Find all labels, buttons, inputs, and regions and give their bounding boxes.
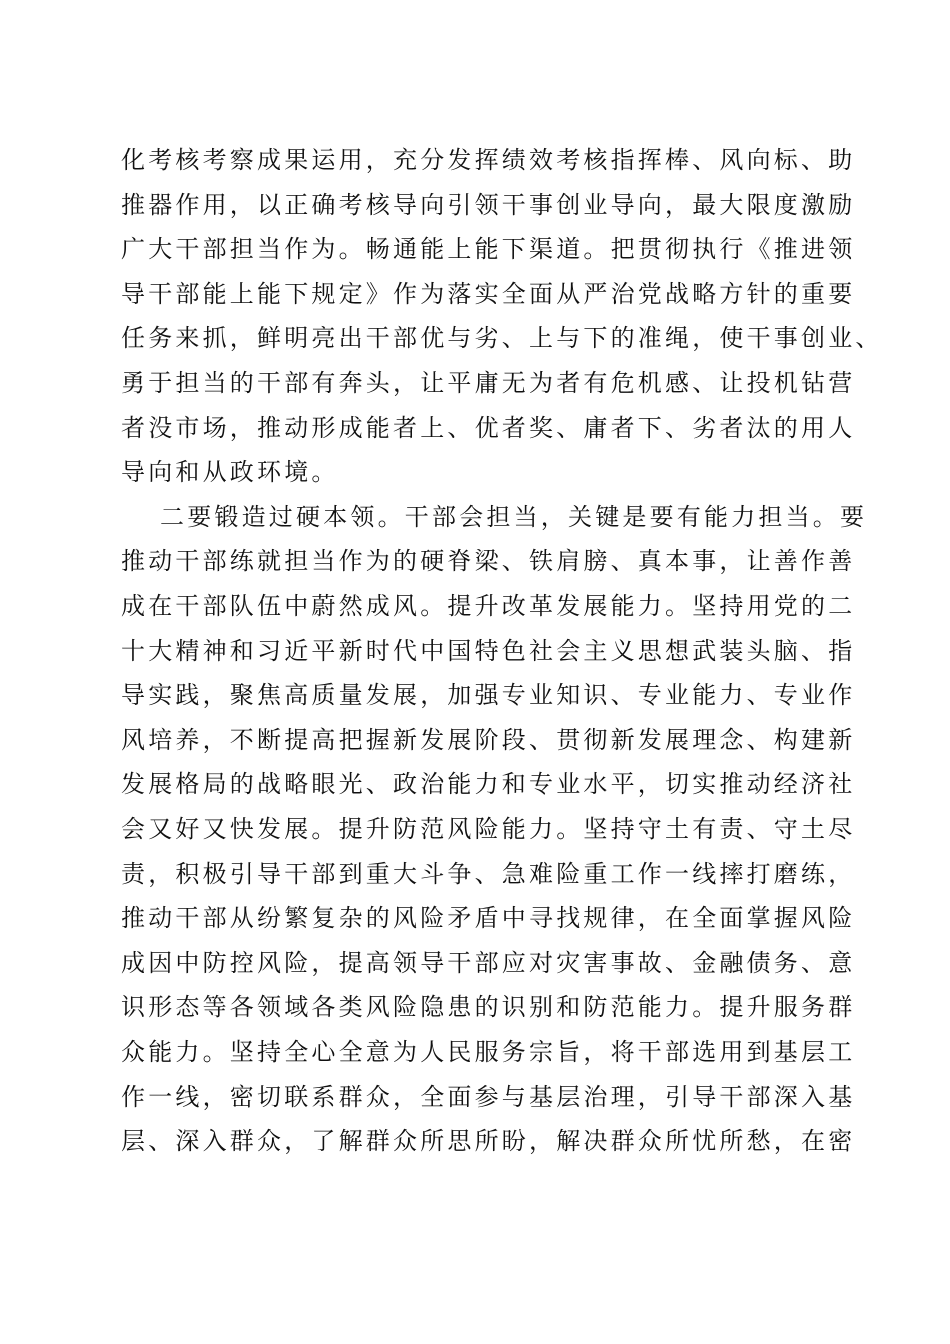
text-line: 层、深入群众，了解群众所思所盼，解决群众所忧所愁，在密 (121, 1127, 856, 1156)
text-line: 推器作用，以正确考核导向引领干事创业导向，最大限度激励 (121, 190, 856, 219)
text-line: 者没市场，推动形成能者上、优者奖、庸者下、劣者汰的用人 (121, 413, 856, 442)
text-line: 推动干部从纷繁复杂的风险矛盾中寻找规律，在全面掌握风险 (121, 904, 856, 933)
text-line: 会又好又快发展。提升防范风险能力。坚持守土有责、守土尽 (121, 815, 856, 843)
text-line: 推动干部练就担当作为的硬脊梁、铁肩膀、真本事，让善作善 (121, 547, 856, 576)
text-line: 化考核考察成果运用，充分发挥绩效考核指挥棒、风向标、助 (121, 146, 856, 174)
text-line: 作一线，密切联系群众，全面参与基层治理，引导干部深入基 (121, 1082, 856, 1111)
text-line: 发展格局的战略眼光、政治能力和专业水平，切实推动经济社 (121, 770, 856, 799)
text-line: 识形态等各领域各类风险隐患的识别和防范能力。提升服务群 (121, 993, 856, 1022)
text-line: 责，积极引导干部到重大斗争、急难险重工作一线摔打磨练， (121, 859, 856, 888)
text-line: 导实践，聚焦高质量发展，加强专业知识、专业能力、专业作 (121, 681, 856, 710)
text-line: 成因中防控风险，提高领导干部应对灾害事故、金融债务、意 (121, 948, 856, 977)
text-line: 任务来抓，鲜明亮出干部优与劣、上与下的准绳，使干事创业、 (121, 324, 883, 353)
text-line: 勇于担当的干部有奔头，让平庸无为者有危机感、让投机钻营 (121, 369, 856, 397)
text-line: 导向和从政环境。 (121, 458, 339, 487)
text-line: 广大干部担当作为。畅通能上能下渠道。把贯彻执行《推进领 (121, 235, 856, 264)
text-line: 十大精神和习近平新时代中国特色社会主义思想武装头脑、指 (121, 636, 856, 665)
text-line: 导干部能上能下规定》作为落实全面从严治党战略方针的重要 (121, 279, 856, 308)
text-line: 众能力。坚持全心全意为人民服务宗旨，将干部选用到基层工 (121, 1038, 856, 1066)
text-line: 成在干部队伍中蔚然成风。提升改革发展能力。坚持用党的二 (121, 592, 856, 620)
text-line: 风培养，不断提高把握新发展阶段、贯彻新发展理念、构建新 (121, 725, 856, 754)
paragraph-first-line: 二要锻造过硬本领。干部会担当，关键是要有能力担当。要 (160, 502, 868, 531)
